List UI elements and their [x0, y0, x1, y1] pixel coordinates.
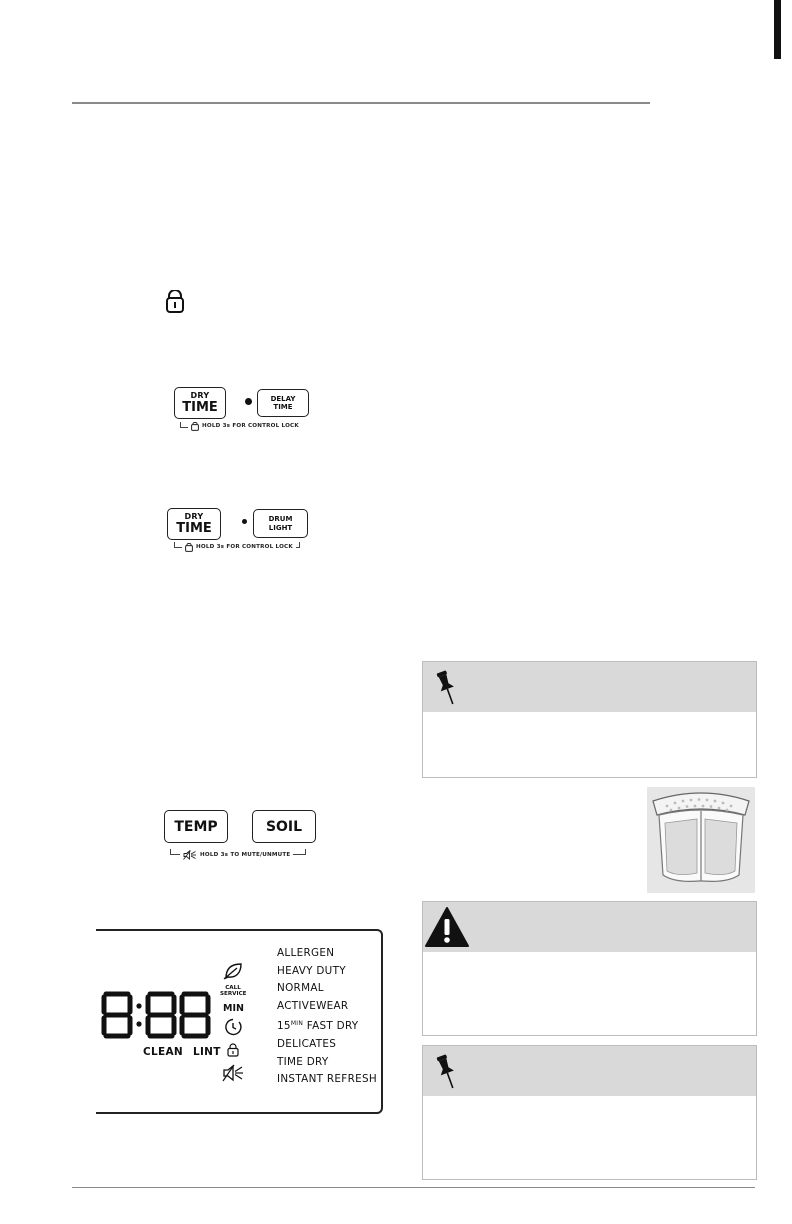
temp-label: TEMP	[174, 818, 218, 835]
program-delicates: DELICATES	[277, 1037, 337, 1050]
timer-icon	[224, 1018, 242, 1036]
dry-label: DRY	[184, 512, 204, 521]
mute-icon	[222, 1064, 244, 1082]
fast-dry-label: FAST DRY	[306, 1020, 359, 1033]
note-box-header	[423, 662, 756, 712]
program-heavy-duty: HEAVY DUTY	[277, 964, 346, 977]
time-label: TIME	[176, 521, 212, 536]
program-instant-refresh: INSTANT REFRESH	[277, 1073, 377, 1086]
fast-dry-minutes: 15	[277, 1020, 291, 1033]
light-label: LIGHT	[268, 523, 293, 532]
seven-segment-display	[100, 990, 216, 1040]
temp-button[interactable]	[164, 810, 228, 843]
min-indicator: MIN	[223, 1003, 244, 1014]
program-fast-dry	[277, 1015, 377, 1036]
call-label: CALL	[225, 985, 241, 991]
indicator-dot	[242, 519, 247, 524]
call-service-indicator	[220, 986, 246, 998]
service-label: SERVICE	[220, 990, 247, 997]
delay-time-label: TIME	[273, 403, 293, 411]
lock-icon	[191, 422, 199, 431]
warning-icon	[424, 906, 470, 948]
dry-time-button[interactable]	[174, 387, 226, 419]
time-label: TIME	[182, 400, 218, 415]
drum-light-button[interactable]	[253, 509, 308, 538]
note-box-header	[423, 1046, 756, 1096]
clean-label: CLEAN	[143, 1046, 183, 1058]
lock-icon	[227, 1043, 239, 1057]
lock-icon	[185, 543, 193, 552]
footer-rule	[72, 1187, 755, 1188]
drum-label: DRUM	[268, 515, 293, 524]
warning-box-header	[423, 902, 756, 952]
indicator-dot	[245, 398, 252, 405]
fast-dry-unit: MIN	[290, 1020, 304, 1028]
soil-button[interactable]	[252, 810, 316, 843]
pushpin-icon	[433, 1053, 461, 1091]
hold-text: HOLD 3s FOR CONTROL LOCK	[196, 544, 293, 550]
note-box	[422, 661, 757, 778]
hold-text: HOLD 3s TO MUTE/UNMUTE	[200, 851, 291, 858]
hold-text: HOLD 3s FOR CONTROL LOCK	[202, 423, 299, 429]
program-allergen: ALLERGEN	[277, 947, 335, 959]
program-normal: NORMAL	[277, 982, 324, 995]
page-edge-tab	[774, 0, 781, 59]
pushpin-icon	[433, 669, 461, 707]
program-list	[277, 945, 377, 1089]
control-lock-hint	[182, 542, 296, 552]
warning-box	[422, 901, 757, 1036]
mute-icon	[183, 850, 197, 860]
lint-label: LINT	[192, 1046, 221, 1058]
lint-filter-image	[647, 787, 755, 893]
soil-label: SOIL	[265, 818, 303, 835]
note-box	[422, 1045, 757, 1180]
program-time-dry: TIME DRY	[277, 1055, 329, 1068]
leaf-icon	[223, 962, 243, 980]
delay-label: DELAY	[270, 394, 296, 403]
mute-hint	[180, 849, 293, 860]
delay-time-button[interactable]	[257, 389, 309, 417]
header-rule	[72, 102, 650, 104]
clean-lint-indicator	[143, 1046, 221, 1058]
dry-label: DRY	[190, 391, 210, 400]
program-activewear: ACTIVEWEAR	[277, 999, 349, 1012]
dry-time-button[interactable]	[167, 508, 221, 540]
lock-icon	[165, 290, 185, 314]
control-lock-hint	[188, 421, 302, 431]
